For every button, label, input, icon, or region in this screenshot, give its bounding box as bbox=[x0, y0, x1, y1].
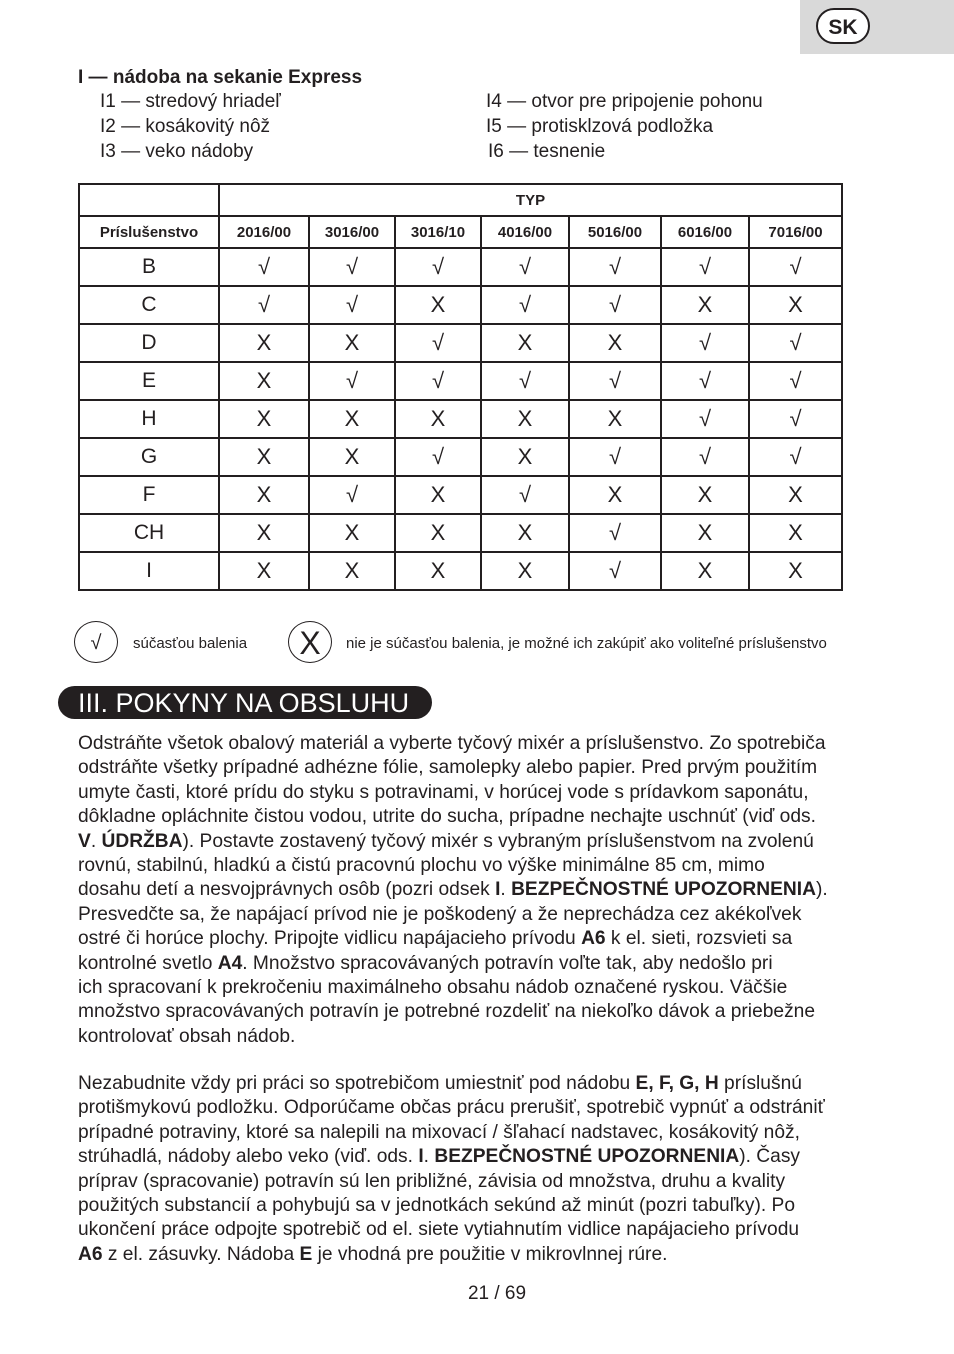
paragraph-1 bbox=[78, 732, 890, 1049]
bold-ref: V bbox=[78, 830, 91, 852]
availability-cell: X bbox=[395, 286, 481, 324]
parts-list bbox=[78, 90, 898, 165]
availability-cell: X bbox=[661, 552, 749, 590]
table-row bbox=[79, 400, 842, 438]
availability-cell: √ bbox=[309, 286, 395, 324]
availability-cell: X bbox=[395, 514, 481, 552]
text-span: ostré či horúce plochy. Pripojte vidlicu napájacieho prívodu bbox=[78, 928, 582, 950]
availability-cell: X bbox=[749, 476, 842, 514]
table-row bbox=[79, 438, 842, 476]
availability-cell: √ bbox=[569, 286, 661, 324]
availability-cell: X bbox=[219, 400, 309, 438]
section-heading-text: III. POKYNY NA OBSLUHU bbox=[78, 688, 410, 718]
availability-cell: X bbox=[661, 476, 749, 514]
text-line bbox=[78, 952, 890, 976]
text-line: protišmykovú podložku. Odporúčame občas prácu prerušiť, spotrebič vypnúť a odstrániť bbox=[78, 1097, 825, 1119]
table-row bbox=[79, 248, 842, 286]
text-line: kontrolovať obsah nádob. bbox=[78, 1025, 296, 1047]
check-icon: √ bbox=[74, 621, 118, 663]
availability-cell: √ bbox=[569, 438, 661, 476]
availability-cell: √ bbox=[395, 362, 481, 400]
availability-cell: X bbox=[661, 514, 749, 552]
text-span: . bbox=[90, 830, 102, 852]
table-row bbox=[79, 362, 842, 400]
availability-cell: √ bbox=[481, 248, 569, 286]
language-badge: SK bbox=[816, 8, 870, 44]
availability-cell: √ bbox=[395, 248, 481, 286]
accessory-name-cell: C bbox=[79, 286, 219, 324]
availability-cell: √ bbox=[661, 248, 749, 286]
text-span: je vhodná pre použitie v mikrovlnnej rúre. bbox=[312, 1243, 668, 1265]
availability-cell: X bbox=[309, 400, 395, 438]
availability-cell: √ bbox=[749, 438, 842, 476]
availability-cell: √ bbox=[395, 324, 481, 362]
type-header: 3016/10 bbox=[395, 216, 481, 248]
text-line bbox=[78, 1243, 890, 1267]
availability-cell: √ bbox=[569, 248, 661, 286]
language-tab bbox=[800, 0, 954, 54]
availability-cell: X bbox=[395, 552, 481, 590]
availability-cell: X bbox=[481, 514, 569, 552]
text-span: príslušnú bbox=[718, 1073, 802, 1094]
cross-icon: X bbox=[288, 621, 332, 663]
availability-cell: X bbox=[749, 514, 842, 552]
type-header: 2016/00 bbox=[219, 216, 309, 248]
availability-cell: X bbox=[219, 438, 309, 476]
availability-cell: X bbox=[395, 476, 481, 514]
type-header: 4016/00 bbox=[481, 216, 569, 248]
type-header: 5016/00 bbox=[569, 216, 661, 248]
accessory-name-cell: E bbox=[79, 362, 219, 400]
table-corner-cell bbox=[79, 184, 219, 216]
availability-cell: X bbox=[661, 286, 749, 324]
availability-cell: X bbox=[569, 324, 661, 362]
availability-cell: X bbox=[309, 552, 395, 590]
legend bbox=[74, 621, 934, 669]
availability-cell: √ bbox=[661, 438, 749, 476]
availability-cell: √ bbox=[395, 438, 481, 476]
text-span: ). Časy bbox=[739, 1146, 801, 1168]
table-row bbox=[79, 286, 842, 324]
availability-cell: X bbox=[309, 514, 395, 552]
availability-cell: X bbox=[219, 552, 309, 590]
text-span: strúhadlá, nádoby alebo veko (viď. ods. bbox=[78, 1146, 419, 1168]
availability-cell: X bbox=[309, 324, 395, 362]
text-span: ). bbox=[815, 879, 828, 901]
table-row bbox=[79, 476, 842, 514]
text-line: ukončení práce odpojte spotrebič od el. siete vytiahnutím vidlice napájacieho prívodu bbox=[78, 1219, 800, 1241]
availability-cell: √ bbox=[481, 476, 569, 514]
availability-cell: √ bbox=[569, 514, 661, 552]
availability-cell: X bbox=[749, 552, 842, 590]
type-header: 7016/00 bbox=[749, 216, 842, 248]
availability-cell: X bbox=[219, 476, 309, 514]
part-i4: I4 — otvor pre pripojenie pohonu bbox=[486, 91, 763, 112]
availability-cell: X bbox=[309, 438, 395, 476]
availability-cell: √ bbox=[481, 362, 569, 400]
text-line: použitých substancií a pohybujú sa v jednotkách sekúnd až minút (pozri tabuľky). Po bbox=[78, 1195, 795, 1217]
typ-header: TYP bbox=[219, 184, 842, 216]
availability-cell: √ bbox=[481, 286, 569, 324]
accessory-name-cell: H bbox=[79, 400, 219, 438]
availability-cell: X bbox=[219, 514, 309, 552]
text-line: ich spracovaní k prekročeniu maximálneho obsahu nádob označené ryskou. Väčšie bbox=[78, 977, 788, 999]
bold-ref: E, F, G, H bbox=[635, 1073, 719, 1094]
accessory-name-cell: CH bbox=[79, 514, 219, 552]
availability-cell: √ bbox=[749, 400, 842, 438]
availability-cell: √ bbox=[569, 362, 661, 400]
text-span: ). Postavte zostavený tyčový mixér s vybraným príslušenstvom na zvolenú bbox=[182, 830, 814, 852]
availability-cell: X bbox=[569, 400, 661, 438]
part-i2: I2 — kosákovitý nôž bbox=[100, 116, 271, 137]
accessory-name-cell: D bbox=[79, 324, 219, 362]
part-i6: I6 — tesnenie bbox=[488, 141, 606, 162]
availability-cell: √ bbox=[749, 324, 842, 362]
part-i3: I3 — veko nádoby bbox=[100, 141, 254, 162]
part-i1: I1 — stredový hriadeľ bbox=[100, 91, 281, 112]
availability-cell: √ bbox=[219, 286, 309, 324]
accessory-table bbox=[78, 183, 843, 591]
text-line bbox=[78, 1145, 890, 1169]
table-row bbox=[79, 552, 842, 590]
availability-cell: X bbox=[219, 324, 309, 362]
availability-cell: √ bbox=[749, 362, 842, 400]
accessory-name-cell: I bbox=[79, 552, 219, 590]
type-header: 3016/00 bbox=[309, 216, 395, 248]
availability-cell: X bbox=[481, 438, 569, 476]
text-line: umyte časti, ktoré prídu do styku s potravinami, v horúcej vode s prídavkom saponátu, bbox=[78, 781, 809, 803]
availability-cell: X bbox=[481, 400, 569, 438]
text-line: rovnú, stabilnú, hladkú a čistú pracovnú plochu vo výške minimálne 85 cm, mimo bbox=[78, 855, 765, 877]
text-line: dôkladne opláchnite čistou vodou, utrite do sucha, prípadne nechajte uschnúť (viď ods. bbox=[78, 806, 816, 828]
availability-cell: √ bbox=[661, 362, 749, 400]
availability-cell: √ bbox=[309, 476, 395, 514]
bold-ref: A6 bbox=[581, 928, 606, 950]
bold-ref: I bbox=[418, 1146, 424, 1168]
text-line: odstráňte všetky prípadné adhézne fólie, samolepky alebo papier. Pred prvým použitím bbox=[78, 757, 818, 779]
bold-ref: BEZPEČNOSTNÉ UPOZORNENIA bbox=[434, 1146, 740, 1168]
text-line bbox=[78, 830, 890, 854]
text-span: dosahu detí a nesvojprávnych osôb (pozri odsek bbox=[78, 879, 496, 901]
availability-cell: √ bbox=[219, 248, 309, 286]
text-line bbox=[78, 878, 890, 902]
availability-cell: √ bbox=[309, 362, 395, 400]
availability-cell: X bbox=[481, 552, 569, 590]
legend-excluded-text: nie je súčasťou balenia, je možné ich zakúpiť ako voliteľné príslušenstvo bbox=[346, 635, 827, 652]
section-i-parts bbox=[78, 66, 898, 165]
availability-cell: X bbox=[481, 324, 569, 362]
table-row bbox=[79, 514, 842, 552]
text-span: . Množstvo spracovávaných potravín voľte tak, aby nedošlo pri bbox=[242, 952, 773, 974]
availability-cell: X bbox=[749, 286, 842, 324]
text-span: Nezabudnite vždy pri práci so spotrebičom umiestniť pod nádobu bbox=[78, 1073, 636, 1094]
table-row bbox=[79, 324, 842, 362]
section-i-title: I — nádoba na sekanie Express bbox=[78, 67, 363, 88]
text-line: Odstráňte všetok obalový materiál a vyberte tyčový mixér a príslušenstvo. Zo spotrebiča bbox=[78, 733, 826, 754]
bold-ref: A6 bbox=[78, 1243, 103, 1265]
availability-cell: X bbox=[219, 362, 309, 400]
bold-ref: BEZPEČNOSTNÉ UPOZORNENIA bbox=[511, 879, 816, 901]
type-header: 6016/00 bbox=[661, 216, 749, 248]
text-span: k el. sieti, rozsvieti sa bbox=[605, 928, 793, 950]
accessory-name-cell: B bbox=[79, 248, 219, 286]
availability-cell: X bbox=[569, 476, 661, 514]
text-span: . bbox=[500, 879, 512, 901]
bold-ref: A4 bbox=[217, 952, 243, 974]
text-span: z el. zásuvky. Nádoba bbox=[102, 1243, 300, 1265]
bold-ref: E bbox=[299, 1243, 313, 1265]
text-span: . bbox=[423, 1146, 435, 1168]
text-line bbox=[78, 1072, 890, 1096]
availability-cell: √ bbox=[309, 248, 395, 286]
availability-cell: √ bbox=[749, 248, 842, 286]
part-i5: I5 — protisklzová podložka bbox=[486, 116, 714, 137]
text-span: kontrolné svetlo bbox=[78, 952, 218, 974]
text-line: Presvedčte sa, že napájací prívod nie je poškodený a že neprechádza cez akékoľvek bbox=[78, 903, 802, 925]
paragraph-2 bbox=[78, 1072, 890, 1267]
availability-cell: √ bbox=[661, 400, 749, 438]
text-line: množstvo spracovávaných potravín je potrebné rozdeliť na niekoľko dávok a priebežne bbox=[78, 1001, 816, 1023]
text-line: príprav (spracovanie) potravín sú len približné, závisia od množstva, druhu a kvality bbox=[78, 1170, 786, 1192]
bold-ref: I bbox=[495, 879, 501, 901]
page-number: 21 / 69 bbox=[467, 1283, 527, 1304]
text-line: prípadné potraviny, ktoré sa nalepili na mixovací / šľahací nadstavec, kosákovitý nôž, bbox=[78, 1121, 800, 1143]
availability-cell: X bbox=[395, 400, 481, 438]
section-heading bbox=[58, 686, 432, 719]
availability-cell: √ bbox=[569, 552, 661, 590]
legend-included-text: súčasťou balenia bbox=[133, 635, 248, 652]
accessory-name-cell: F bbox=[79, 476, 219, 514]
text-line bbox=[78, 927, 890, 951]
accessory-header: Príslušenstvo bbox=[79, 216, 219, 248]
availability-cell: √ bbox=[661, 324, 749, 362]
accessory-name-cell: G bbox=[79, 438, 219, 476]
bold-ref: ÚDRŽBA bbox=[101, 830, 183, 852]
